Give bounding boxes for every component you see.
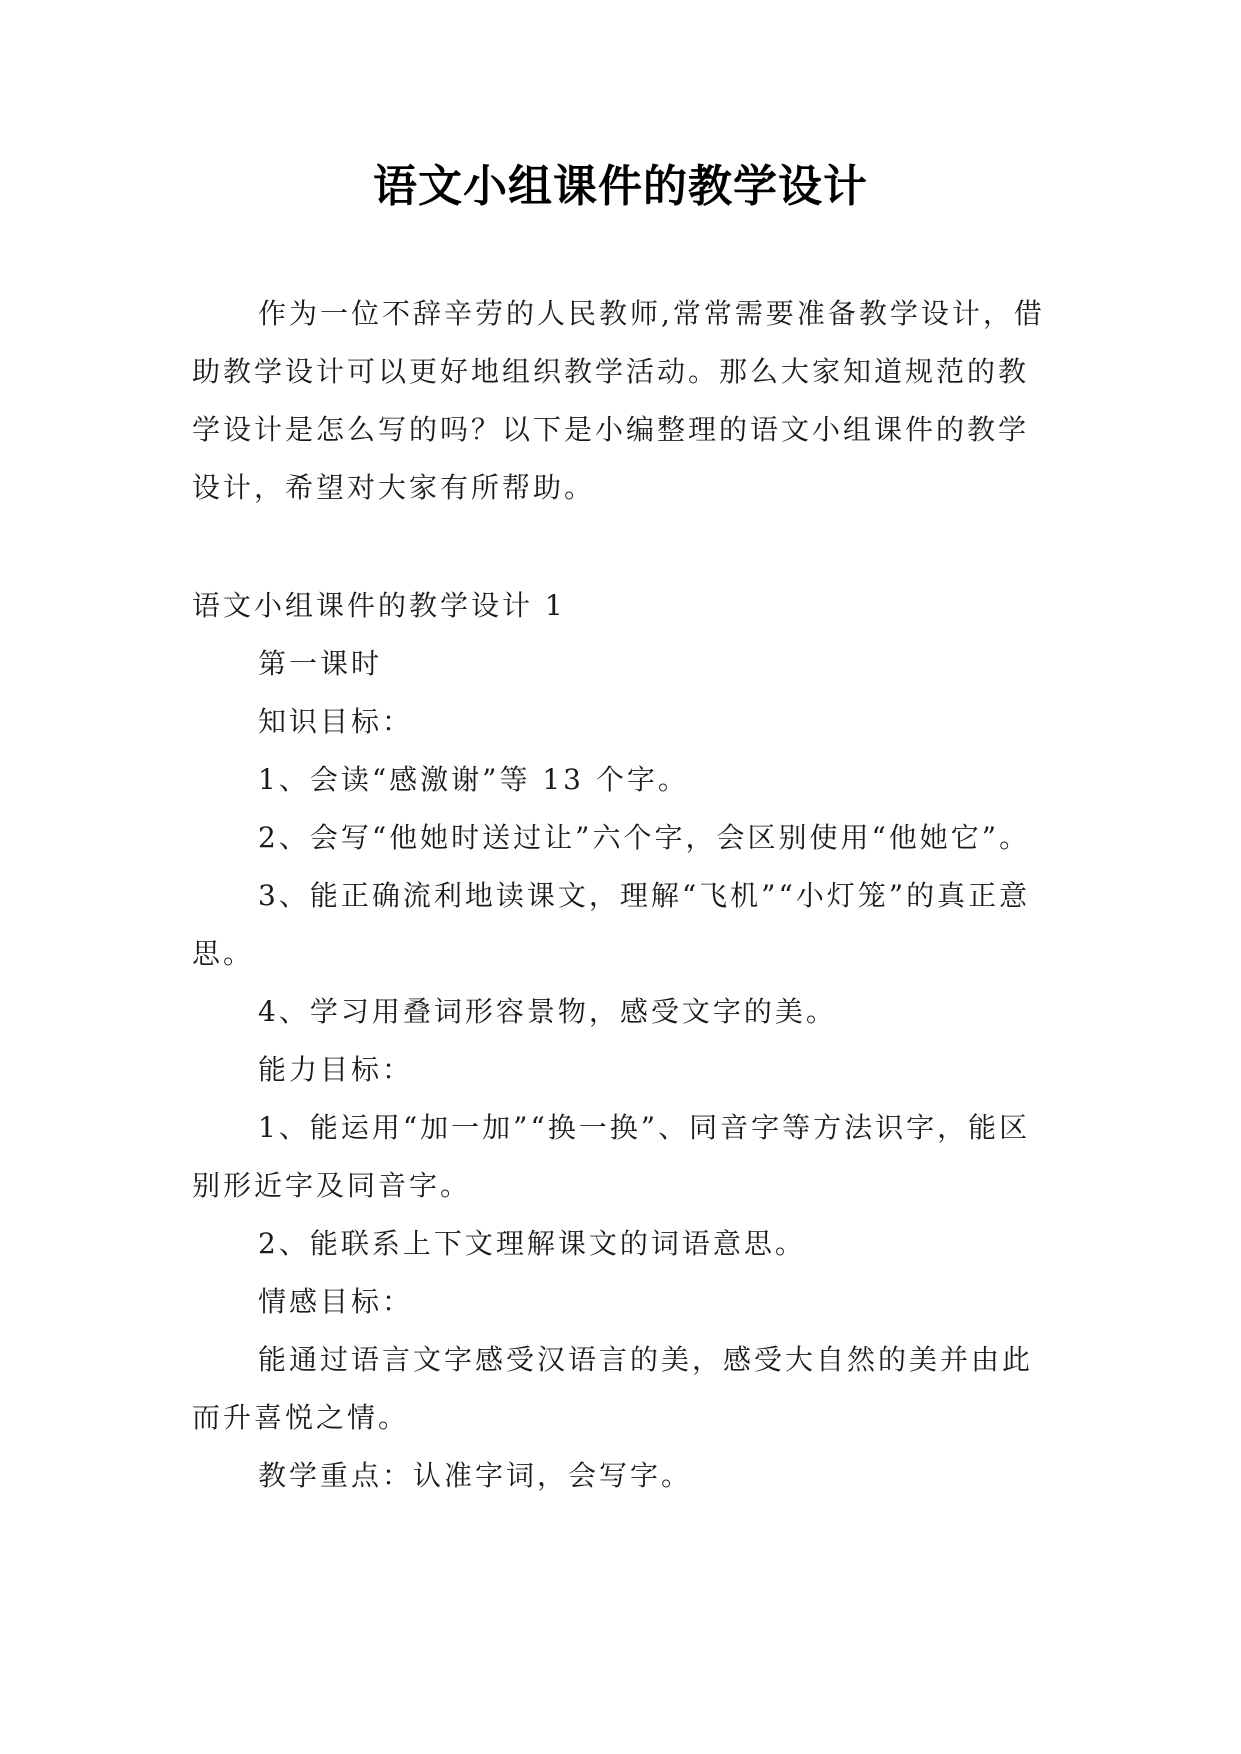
paragraph-knowledge-goal-4: 4、学习用叠词形容景物，感受文字的美。	[258, 995, 837, 1028]
paragraph-ability-goal-1: 1、能运用“加一加”“换一换”、同音字等方法识字，能区别形近字及同音字。	[192, 1111, 1031, 1202]
paragraph-emotion-goals-heading: 情感目标：	[258, 1285, 414, 1318]
paragraph-emotion-goal: 能通过语言文字感受汉语言的美，感受大自然的美并由此而升喜悦之情。	[192, 1343, 1034, 1434]
paragraph-knowledge-goal-1: 1、会读“感激谢”等 13 个字。	[258, 763, 689, 796]
paragraph-ability-goals-heading: 能力目标：	[258, 1053, 414, 1086]
intro-paragraph: 作为一位不辞辛劳的人民教师,常常需要准备教学设计，借助教学设计可以更好地组织教学活动。那么大家知道规范的教学设计是怎么写的吗？以下是小编整理的语文小组课件的教学设计，希望对大家有所帮助。	[192, 297, 1045, 504]
paragraph-knowledge-goals-heading: 知识目标：	[258, 705, 414, 738]
intro-section	[192, 285, 1052, 517]
paragraph-knowledge-goal-2: 2、会写“他她时送过让”六个字，会区别使用“他她它”。	[258, 821, 1031, 854]
paragraph-knowledge-goal-3: 3、能正确流利地读课文，理解“飞机”“小灯笼”的真正意思。	[192, 879, 1031, 970]
section-heading: 语文小组课件的教学设计 1	[192, 589, 566, 622]
paragraph-ability-goal-2: 2、能联系上下文理解课文的词语意思。	[258, 1227, 806, 1260]
document-title: 语文小组课件的教学设计	[373, 161, 868, 212]
content-section	[192, 577, 1052, 1505]
paragraph-lesson-period: 第一课时	[258, 647, 383, 680]
paragraph-teaching-focus: 教学重点：认准字词，会写字。	[258, 1459, 693, 1492]
